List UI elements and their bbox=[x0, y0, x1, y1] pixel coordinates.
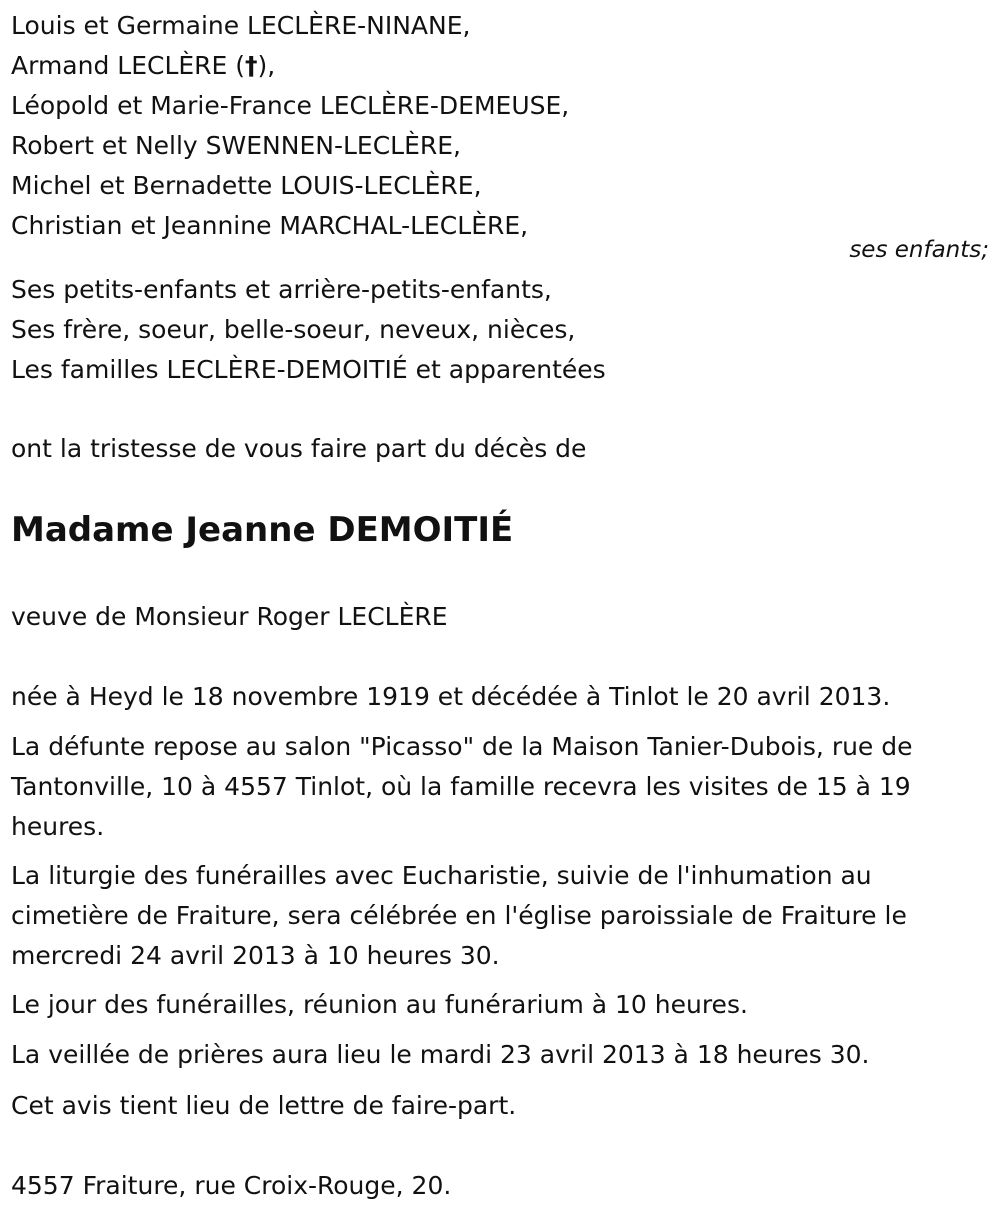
deceased-name: Madame Jeanne DEMOITIÉ bbox=[11, 510, 514, 550]
child-line-6: Christian et Jeannine MARCHAL-LECLÈRE, bbox=[11, 211, 529, 240]
detail-vigil: La veillée de prières aura lieu le mardi 23 avril 2013 à 18 heures 30. bbox=[11, 1040, 870, 1069]
address: 4557 Fraiture, rue Croix-Rouge, 20. bbox=[11, 1171, 452, 1200]
announcement: ont la tristesse de vous faire part du décès de bbox=[11, 434, 587, 463]
detail-liturgy: La liturgie des funérailles avec Eucharistie, suivie de l'inhumation au cimetière de Fraiture, sera célébrée en l'église paroissiale de Fraiture le mercredi 24 avril 2013 à 10 heures 30. bbox=[11, 861, 907, 970]
child-line-4: Robert et Nelly SWENNEN-LECLÈRE, bbox=[11, 131, 461, 160]
cross-icon: † bbox=[245, 51, 258, 80]
child-line-2-suffix: ), bbox=[257, 51, 276, 80]
child-line-5: Michel et Bernadette LOUIS-LECLÈRE, bbox=[11, 171, 482, 200]
family-line-3: Les familles LECLÈRE-DEMOITIÉ et apparentées bbox=[11, 355, 606, 384]
child-line-3: Léopold et Marie-France LECLÈRE-DEMEUSE, bbox=[11, 91, 570, 120]
child-line-2 bbox=[11, 46, 275, 86]
detail-visitation: La défunte repose au salon "Picasso" de la Maison Tanier-Dubois, rue de Tantonville, 10 à 4557 Tinlot, où la famille recevra les visites de 15 à 19 heures. bbox=[11, 732, 913, 841]
child-line-2-text: Armand LECLÈRE ( bbox=[11, 51, 246, 80]
child-line-1: Louis et Germaine LECLÈRE-NINANE, bbox=[11, 11, 471, 40]
obituary-notice bbox=[11, 0, 991, 1219]
detail-notice: Cet avis tient lieu de lettre de faire-part. bbox=[11, 1091, 517, 1120]
children-label: ses enfants; bbox=[849, 237, 989, 263]
detail-reunion: Le jour des funérailles, réunion au funérarium à 10 heures. bbox=[11, 990, 748, 1019]
family-line-2: Ses frère, soeur, belle-soeur, neveux, nièces, bbox=[11, 315, 576, 344]
widow-of: veuve de Monsieur Roger LECLÈRE bbox=[11, 602, 448, 631]
family-line-1: Ses petits-enfants et arrière-petits-enfants, bbox=[11, 275, 552, 304]
detail-birth-death: née à Heyd le 18 novembre 1919 et décédée à Tinlot le 20 avril 2013. bbox=[11, 682, 891, 711]
